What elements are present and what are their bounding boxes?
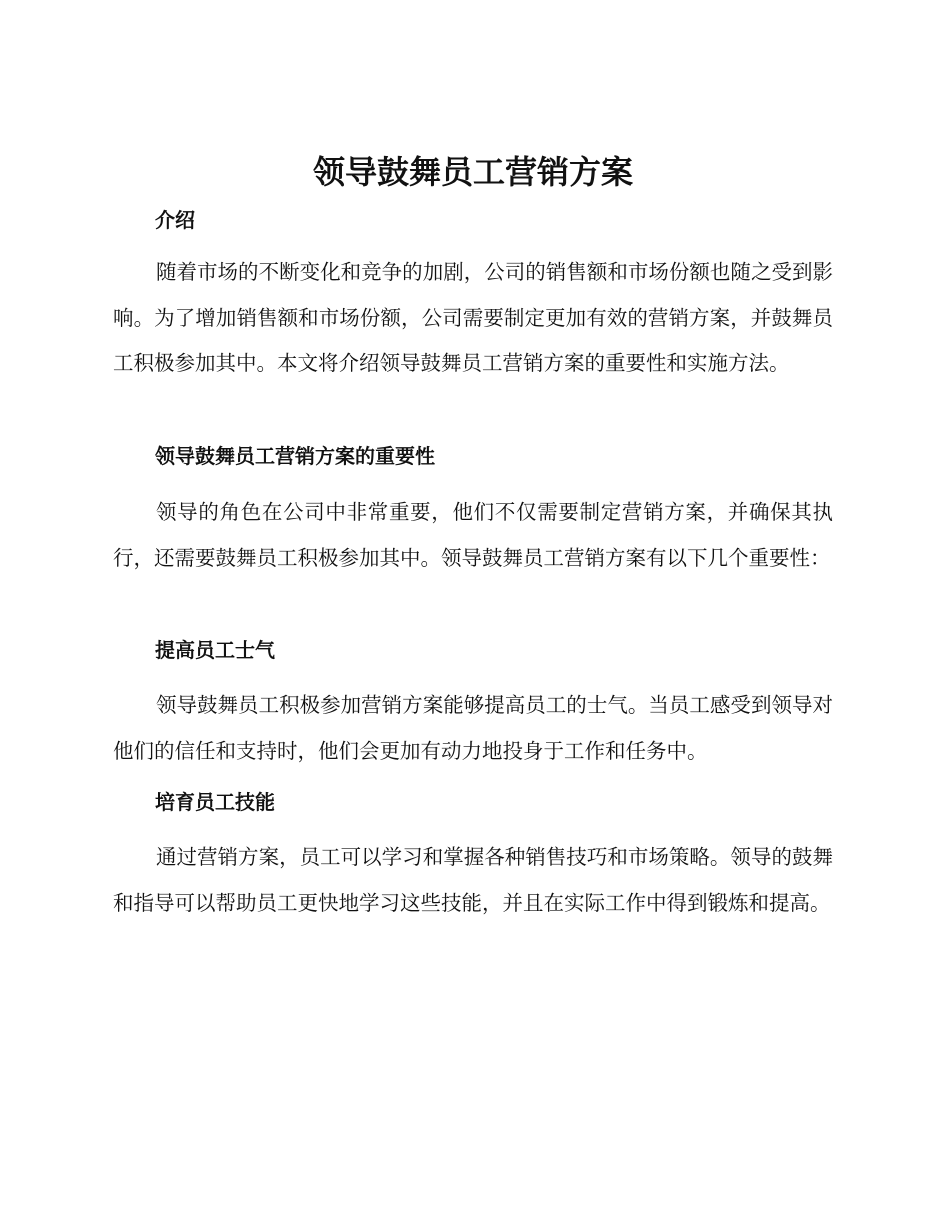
paragraph-introduction: 随着市场的不断变化和竞争的加剧，公司的销售额和市场份额也随之受到影响。为了增加销售额和市场份额，公司需要制定更加有效的营销方案，并鼓舞员工积极参加其中。本文将介绍领导鼓舞员工营销方案的重要性和实施方法。	[113, 260, 833, 376]
paragraph-importance: 领导的角色在公司中非常重要，他们不仅需要制定营销方案，并确保其执行，还需要鼓舞员工积极参加其中。领导鼓舞员工营销方案有以下几个重要性：	[113, 500, 833, 570]
section-heading-skills: 培育员工技能	[155, 790, 275, 814]
paragraph-skills: 通过营销方案，员工可以学习和掌握各种销售技巧和市场策略。领导的鼓舞和指导可以帮助员工更快地学习这些技能，并且在实际工作中得到锻炼和提高。	[113, 845, 833, 915]
document-page	[113, 0, 833, 1230]
section-heading-introduction: 介绍	[155, 208, 195, 232]
document-title: 领导鼓舞员工营销方案	[312, 153, 633, 191]
paragraph-morale: 领导鼓舞员工积极参加营销方案能够提高员工的士气。当员工感受到领导对他们的信任和支持时，他们会更加有动力地投身于工作和任务中。	[113, 693, 833, 763]
section-heading-importance: 领导鼓舞员工营销方案的重要性	[155, 444, 435, 468]
section-heading-morale: 提高员工士气	[155, 638, 275, 662]
